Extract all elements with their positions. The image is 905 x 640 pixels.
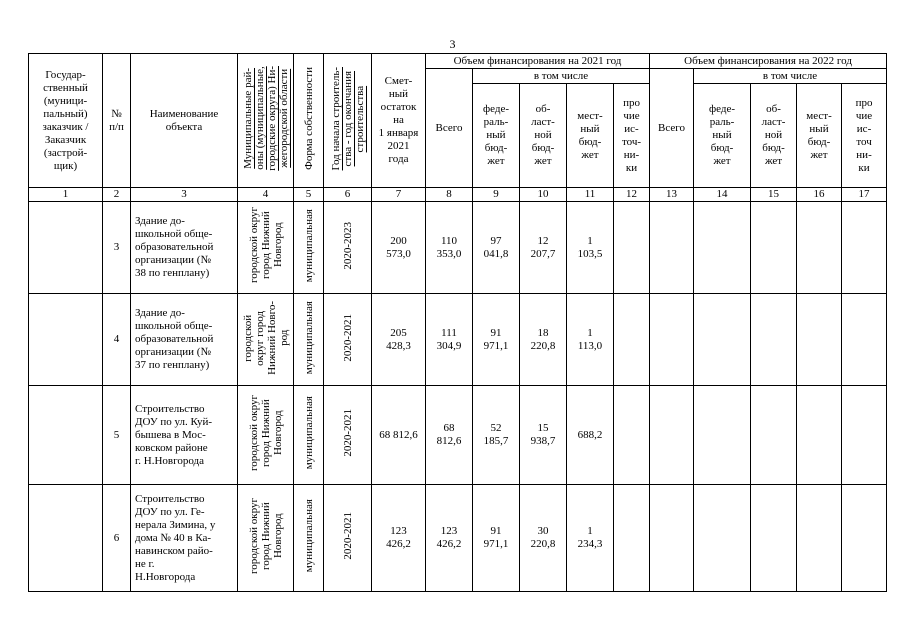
ownership-cell: муниципальная [294, 294, 324, 386]
federal-2022-cell [694, 202, 751, 294]
header-regional-2021: об- ласт- ной бюд- жет [520, 84, 567, 188]
regional-2022-cell [751, 386, 797, 485]
other-2022-cell [842, 294, 887, 386]
estimate-cell: 205 428,3 [372, 294, 426, 386]
row-num: 4 [103, 294, 131, 386]
years-cell: 2020-2023 [324, 202, 372, 294]
other-2022-cell [842, 386, 887, 485]
district-cell: городской округ город Нижний Новгород [238, 485, 294, 592]
column-number: 4 [238, 188, 294, 202]
row-num: 3 [103, 202, 131, 294]
column-number: 6 [324, 188, 372, 202]
page-number: 3 [449, 37, 456, 51]
header-name: Наименование объекта [131, 54, 238, 188]
other-2021-cell [614, 202, 650, 294]
total-2022-cell [650, 485, 694, 592]
local-2021-cell: 1 113,0 [567, 294, 614, 386]
local-2022-cell [797, 485, 842, 592]
header-fin-2022: Объем финансирования на 2022 год [650, 54, 887, 69]
estimate-cell: 68 812,6 [372, 386, 426, 485]
customer-cell [29, 202, 103, 294]
header-ownership: Форма собственности [294, 54, 324, 188]
customer-cell [29, 386, 103, 485]
header-other-2022: про чие ис- точ ни- ки [842, 84, 887, 188]
total-2021-cell: 111 304,9 [426, 294, 473, 386]
federal-2021-cell: 91 971,1 [473, 294, 520, 386]
column-number: 7 [372, 188, 426, 202]
federal-2021-cell: 52 185,7 [473, 386, 520, 485]
total-2022-cell [650, 386, 694, 485]
other-2021-cell [614, 386, 650, 485]
column-numbers-row [29, 188, 887, 202]
table-row [29, 294, 887, 386]
ownership-cell: муниципальная [294, 202, 324, 294]
federal-2022-cell [694, 485, 751, 592]
local-2022-cell [797, 386, 842, 485]
header-regional-2022: об- ласт- ной бюд- жет [751, 84, 797, 188]
header-total-2022: Всего [650, 69, 694, 188]
local-2021-cell: 1 103,5 [567, 202, 614, 294]
local-2022-cell [797, 294, 842, 386]
local-2021-cell: 688,2 [567, 386, 614, 485]
row-num: 6 [103, 485, 131, 592]
row-num: 5 [103, 386, 131, 485]
header-customer: Государ- ственный (муници- пальный) заказчик / Заказчик (застрой- щик) [29, 54, 103, 188]
header-estimate: Смет- ный остаток на 1 января 2021 года [372, 54, 426, 188]
customer-cell [29, 294, 103, 386]
header-including-2022: в том числе [694, 69, 887, 84]
header-num: № п/п [103, 54, 131, 188]
column-number: 15 [751, 188, 797, 202]
header-years: Год начала строитель- ства - год окончания строительства [324, 54, 372, 188]
district-cell: городской округ город Нижний Новго- род [238, 294, 294, 386]
column-number: 10 [520, 188, 567, 202]
header-other-2021: про чие ис- точ- ни- ки [614, 84, 650, 188]
table-row [29, 202, 887, 294]
other-2021-cell [614, 294, 650, 386]
other-2021-cell [614, 485, 650, 592]
estimate-cell: 123 426,2 [372, 485, 426, 592]
district-cell: городской округ город Нижний Новгород [238, 202, 294, 294]
federal-2022-cell [694, 294, 751, 386]
column-number: 14 [694, 188, 751, 202]
local-2022-cell [797, 202, 842, 294]
regional-2022-cell [751, 202, 797, 294]
header-including-2021: в том числе [473, 69, 650, 84]
local-2021-cell: 1 234,3 [567, 485, 614, 592]
column-number: 5 [294, 188, 324, 202]
column-number: 9 [473, 188, 520, 202]
regional-2022-cell [751, 485, 797, 592]
federal-2021-cell: 97 041,8 [473, 202, 520, 294]
table-row [29, 485, 887, 592]
header-district: Муниципальные рай- оны (муниципальные, городские округа) Ни- жегородской области [238, 54, 294, 188]
column-number: 13 [650, 188, 694, 202]
federal-2022-cell [694, 386, 751, 485]
years-cell: 2020-2021 [324, 485, 372, 592]
years-cell: 2020-2021 [324, 386, 372, 485]
column-number: 12 [614, 188, 650, 202]
other-2022-cell [842, 485, 887, 592]
header-local-2022: мест- ный бюд- жет [797, 84, 842, 188]
object-name: Здание до- школьной обще- образовательной организации (№ 38 по генплану) [131, 202, 238, 294]
regional-2021-cell: 18 220,8 [520, 294, 567, 386]
financing-table [28, 53, 887, 592]
column-number: 8 [426, 188, 473, 202]
total-2021-cell: 110 353,0 [426, 202, 473, 294]
regional-2021-cell: 30 220,8 [520, 485, 567, 592]
federal-2021-cell: 91 971,1 [473, 485, 520, 592]
object-name: Здание до- школьной обще- образовательной организации (№ 37 по генплану) [131, 294, 238, 386]
object-name: Строительство ДОУ по ул. Ге- нерала Зимина, у дома № 40 в Ка- навинском райо- не г. Н.Новгорода [131, 485, 238, 592]
total-2021-cell: 123 426,2 [426, 485, 473, 592]
column-number: 3 [131, 188, 238, 202]
customer-cell [29, 485, 103, 592]
district-cell: городской округ город Нижний Новгород [238, 386, 294, 485]
column-number: 1 [29, 188, 103, 202]
regional-2021-cell: 12 207,7 [520, 202, 567, 294]
header-fin-2021: Объем финансирования на 2021 год [426, 54, 650, 69]
header-federal-2022: феде- раль- ный бюд- жет [694, 84, 751, 188]
column-number: 16 [797, 188, 842, 202]
total-2021-cell: 68 812,6 [426, 386, 473, 485]
regional-2022-cell [751, 294, 797, 386]
table-row [29, 386, 887, 485]
ownership-cell: муниципальная [294, 386, 324, 485]
column-number: 17 [842, 188, 887, 202]
other-2022-cell [842, 202, 887, 294]
header-total-2021: Всего [426, 69, 473, 188]
regional-2021-cell: 15 938,7 [520, 386, 567, 485]
total-2022-cell [650, 294, 694, 386]
header-federal-2021: феде- раль- ный бюд- жет [473, 84, 520, 188]
ownership-cell: муниципальная [294, 485, 324, 592]
column-number: 2 [103, 188, 131, 202]
total-2022-cell [650, 202, 694, 294]
estimate-cell: 200 573,0 [372, 202, 426, 294]
column-number: 11 [567, 188, 614, 202]
header-local-2021: мест- ный бюд- жет [567, 84, 614, 188]
years-cell: 2020-2021 [324, 294, 372, 386]
object-name: Строительство ДОУ по ул. Куй- бышева в Мос- ковском районе г. Н.Новгорода [131, 386, 238, 485]
